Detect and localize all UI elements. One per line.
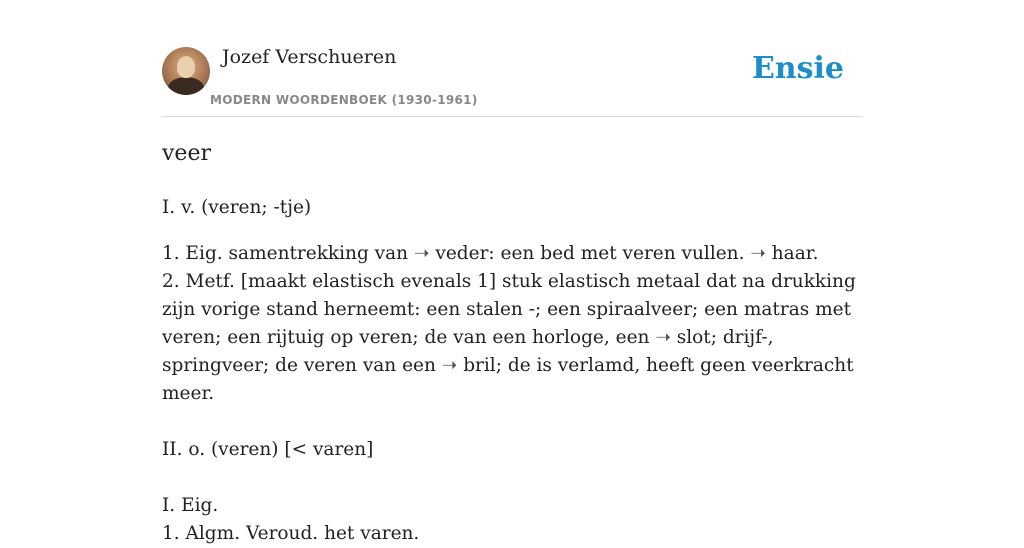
definition-1 [162, 240, 862, 268]
source-title[interactable]: MODERN WOORDENBOEK (1930-1961) [210, 93, 478, 107]
link-veder[interactable]: veder [435, 243, 489, 264]
subsense-label: I. Eig. [162, 495, 219, 516]
entry-content [162, 194, 862, 548]
avatar-body [168, 77, 204, 95]
ensie-logo[interactable]: Ensie [751, 51, 844, 86]
author-name[interactable]: Jozef Verschueren [222, 46, 397, 68]
definition-text: : een bed met veren vullen. [488, 243, 751, 264]
definition-text: . [812, 243, 819, 264]
headword: veer [162, 141, 211, 166]
entry-page [162, 0, 862, 544]
arrow-icon: ➝ [413, 243, 430, 264]
arrow-icon: ➝ [750, 243, 766, 264]
link-haar[interactable]: haar [771, 243, 813, 264]
avatar-face [177, 56, 195, 78]
arrow-icon: ➝ [655, 327, 671, 348]
definition-text: 2. Metf. [maakt elastisch evenals 1] stuk elastisch metaal dat na drukking zijn vorige stand herneemt: een stalen -; een spiraalveer; een matras met veren; een rijtuig op veren; de van een horloge, een [162, 271, 856, 348]
arrow-icon: ➝ [441, 355, 458, 376]
sense-label-1: I. v. (veren; -tje) [162, 197, 312, 218]
definition-text: 1. Eig. samentrekking van [162, 243, 414, 264]
link-slot[interactable]: slot [676, 327, 711, 348]
link-bril[interactable]: bril [463, 355, 496, 376]
definition-text: ; de is verlamd, heeft geen veerkracht meer. [162, 355, 854, 404]
sense-label-2: II. o. (veren) [< varen] [162, 439, 374, 460]
subsense-definition-1: 1. Algm. Veroud. het varen. [162, 523, 420, 544]
definition-text: ; drijf-, springveer; de veren van een [162, 327, 774, 376]
spacer [162, 464, 862, 492]
page-header [162, 0, 862, 117]
spacer [162, 408, 862, 436]
definition-2 [162, 268, 862, 408]
author-avatar[interactable] [162, 47, 210, 95]
